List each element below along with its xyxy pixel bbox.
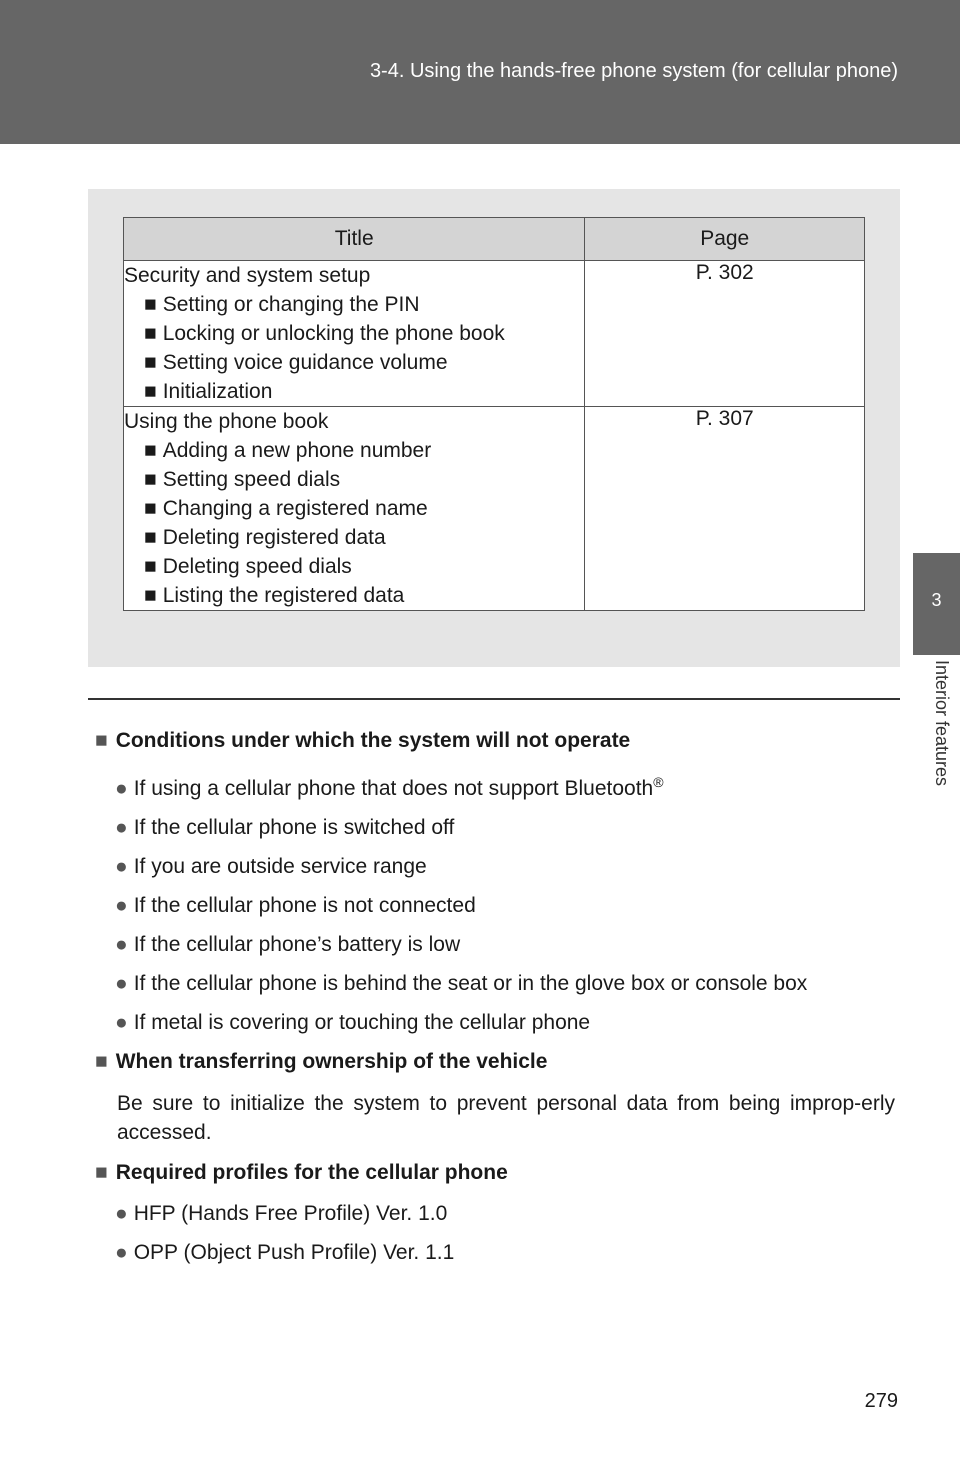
table-row <box>124 261 865 407</box>
list-item-text: Setting or changing the PIN <box>162 293 420 316</box>
list-item <box>95 892 895 920</box>
circle-bullet-icon: ● <box>115 894 128 917</box>
page-cell: P. 302 <box>585 261 865 407</box>
square-bullet-icon: ■ <box>144 526 157 549</box>
list-item-text: HFP (Hands Free Profile) Ver. 1.0 <box>133 1202 448 1225</box>
square-bullet-icon: ■ <box>144 293 157 316</box>
column-header-title: Title <box>124 218 585 261</box>
list-item-text: Deleting speed dials <box>162 555 352 578</box>
heading-text: Required profiles for the cellular phone <box>115 1161 508 1184</box>
list-item <box>124 319 584 348</box>
square-bullet-icon: ■ <box>144 322 157 345</box>
row-title: Using the phone book <box>124 410 329 433</box>
section-title: 3-4. Using the hands-free phone system (for cellular phone) <box>369 60 898 82</box>
list-item <box>124 436 584 465</box>
square-bullet-icon: ■ <box>144 497 157 520</box>
list-item <box>124 465 584 494</box>
chapter-tab <box>913 553 960 655</box>
list-item <box>124 523 584 552</box>
notes-content <box>95 727 895 1278</box>
list-item <box>95 814 895 842</box>
list-item-text: Changing a registered name <box>162 497 428 520</box>
list-item <box>124 494 584 523</box>
square-bullet-icon: ■ <box>144 555 157 578</box>
heading-text: Conditions under which the system will not operate <box>115 729 631 752</box>
list-item-text: Setting speed dials <box>162 468 341 491</box>
list-item <box>95 853 895 881</box>
circle-bullet-icon: ● <box>115 777 128 800</box>
contents-table <box>123 217 865 611</box>
list-item-text: Initialization <box>162 380 273 403</box>
square-bullet-icon: ■ <box>144 584 157 607</box>
section-divider <box>88 698 900 700</box>
column-header-page: Page <box>585 218 865 261</box>
list-item-text: If metal is covering or touching the cellular phone <box>133 1011 591 1034</box>
square-bullet-icon: ■ <box>144 351 157 374</box>
list-item <box>124 377 584 406</box>
square-bullet-icon: ■ <box>95 1161 108 1184</box>
chapter-number: 3 <box>931 590 942 610</box>
section-heading <box>95 727 895 755</box>
list-item-text: If the cellular phone is not connected <box>133 894 476 917</box>
square-bullet-icon: ■ <box>144 439 157 462</box>
section-heading <box>95 1048 895 1076</box>
page-number: 279 <box>864 1390 898 1412</box>
page-cell: P. 307 <box>585 407 865 611</box>
square-bullet-icon: ■ <box>95 1050 108 1073</box>
row-title: Security and system setup <box>124 264 371 287</box>
circle-bullet-icon: ● <box>115 972 128 995</box>
circle-bullet-icon: ● <box>115 933 128 956</box>
list-item <box>95 768 895 803</box>
list-item <box>124 348 584 377</box>
circle-bullet-icon: ● <box>115 1202 128 1225</box>
heading-text: When transferring ownership of the vehicle <box>115 1050 548 1073</box>
list-item <box>95 1200 895 1228</box>
square-bullet-icon: ■ <box>95 729 108 752</box>
paragraph: Be sure to initialize the system to prevent personal data from being improp-erly accessed. <box>117 1092 895 1144</box>
list-item-text: Adding a new phone number <box>162 439 432 462</box>
square-bullet-icon: ■ <box>144 468 157 491</box>
list-item-text: If using a cellular phone that does not support Bluetooth <box>133 777 654 800</box>
title-cell <box>124 261 585 407</box>
circle-bullet-icon: ● <box>115 816 128 839</box>
circle-bullet-icon: ● <box>115 855 128 878</box>
list-item-text: If the cellular phone is switched off <box>133 816 455 839</box>
square-bullet-icon: ■ <box>144 380 157 403</box>
list-item-text: Listing the registered data <box>162 584 405 607</box>
list-item-text: If the cellular phone’s battery is low <box>133 933 461 956</box>
list-item-text: If you are outside service range <box>133 855 427 878</box>
list-item-text: Locking or unlocking the phone book <box>162 322 505 345</box>
table-row <box>124 407 865 611</box>
list-item-text: If the cellular phone is behind the seat or in the glove box or console box <box>133 972 808 995</box>
registered-mark: ® <box>653 774 664 790</box>
chapter-label: Interior features <box>932 660 952 787</box>
circle-bullet-icon: ● <box>115 1241 128 1264</box>
list-item-text: Deleting registered data <box>162 526 386 549</box>
list-item <box>95 1239 895 1267</box>
list-item <box>95 931 895 959</box>
table-header-row <box>124 218 865 261</box>
list-item <box>95 1009 895 1037</box>
section-heading <box>95 1159 895 1187</box>
list-item <box>95 970 895 998</box>
list-item <box>124 290 584 319</box>
list-item <box>124 581 584 610</box>
list-item-text: OPP (Object Push Profile) Ver. 1.1 <box>133 1241 455 1264</box>
circle-bullet-icon: ● <box>115 1011 128 1034</box>
page-header <box>0 0 960 144</box>
title-cell <box>124 407 585 611</box>
list-item-text: Setting voice guidance volume <box>162 351 448 374</box>
list-item <box>124 552 584 581</box>
